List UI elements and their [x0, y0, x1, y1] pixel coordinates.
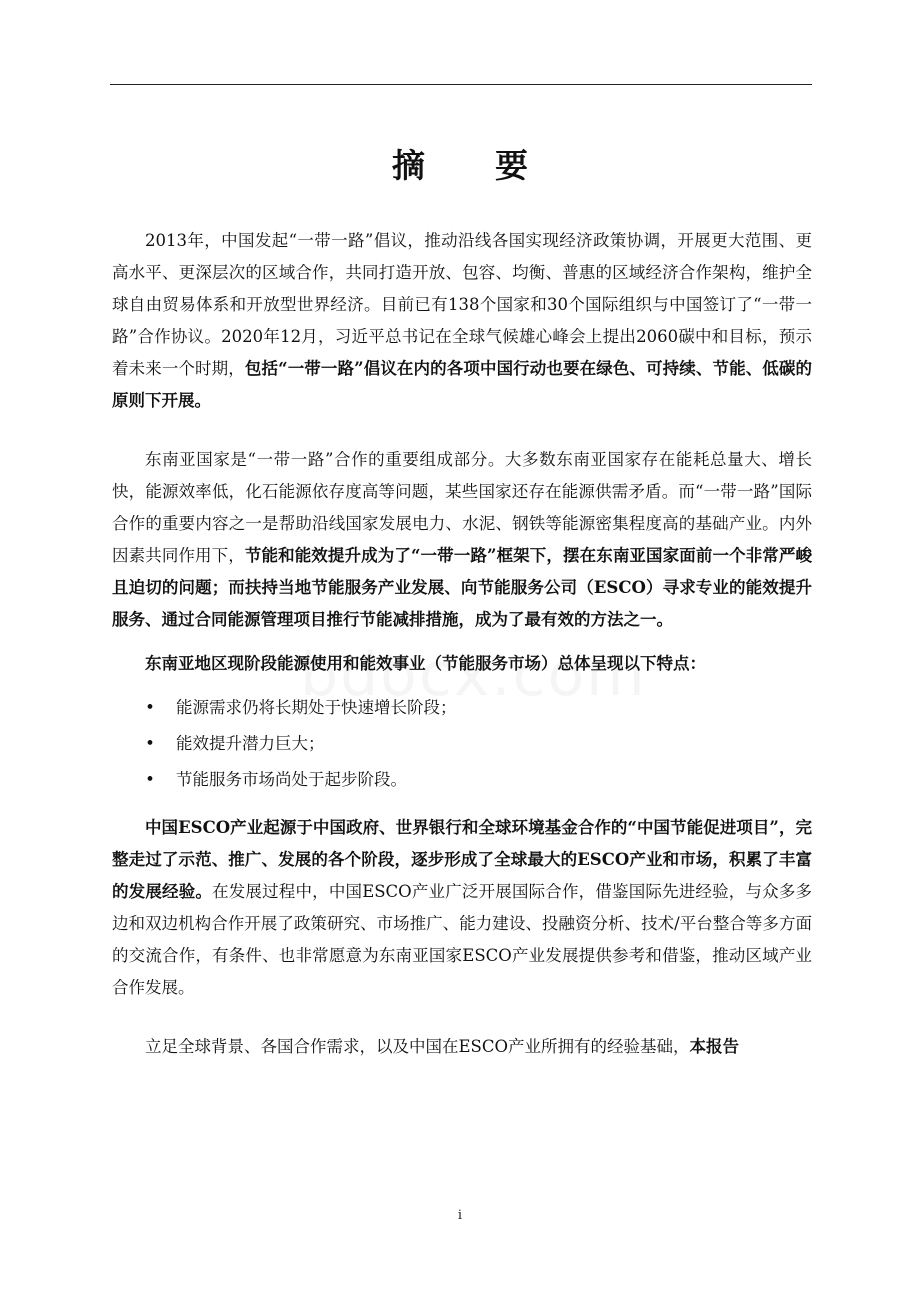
bullet-icon: • — [145, 770, 155, 789]
paragraph-2-text: 东南亚国家是“一带一路”合作的重要组成部分。大多数东南亚国家存在能耗总量大、增长快，能源效率低，化石能源依存度高等问题，某些国家还存在能源供需矛盾。而“一带一路”国际合作的重要内容之一是帮助沿线国家发展电力、水泥、钢铁等能源密集程度高的基础产业。内外因素共同作用下， — [112, 450, 812, 565]
paragraph-1 — [112, 225, 812, 417]
title-char-1: 摘 — [392, 146, 425, 185]
page-title — [0, 142, 920, 190]
paragraph-5-text: 立足全球背景、各国合作需求，以及中国在ESCO产业所拥有的经验基础， — [145, 1037, 690, 1056]
paragraph-4 — [112, 812, 812, 1004]
paragraph-1-text: 2013年，中国发起“一带一路”倡议，推动沿线各国实现经济政策协调，开展更大范围、更高水平、更深层次的区域合作，共同打造开放、包容、均衡、普惠的区域经济合作架构，维护全球自由贸易体系和开放型世界经济。目前已有138个国家和30个国际组织与中国签订了“一带一路”合作协议。2020年12月，习近平总书记在全球气候雄心峰会上提出2060碳中和目标，预示着未来一个时期， — [112, 231, 812, 378]
paragraph-3: 东南亚地区现阶段能源使用和能效事业（节能服务市场）总体呈现以下特点： — [145, 654, 706, 673]
list-item — [112, 728, 812, 760]
bullet-icon: • — [145, 698, 155, 717]
paragraph-1-bold: 包括“一带一路”倡议在内的各项中国行动也要在绿色、可持续、节能、低碳的原则下开展。 — [112, 359, 813, 410]
page-number: i — [457, 1208, 463, 1223]
paragraph-4-text: 在发展过程中，中国ESCO产业广泛开展国际合作，借鉴国际先进经验，与众多多边和双边机构合作开展了政策研究、市场推广、能力建设、投融资分析、技术/平台整合等多方面的交流合作，有条件、也非常愿意为东南亚国家ESCO产业发展提供参考和借鉴，推动区域产业合作发展。 — [112, 882, 813, 997]
paragraph-2 — [112, 444, 812, 636]
header-rule — [110, 84, 812, 85]
list-item-text: 节能服务市场尚处于起步阶段。 — [176, 770, 407, 789]
paragraph-5 — [112, 1031, 812, 1063]
paragraph-4-bold: 中国ESCO产业起源于中国政府、世界银行和全球环境基金合作的“中国节能促进项目”，完整走过了示范、推广、发展的各个阶段，逐步形成了全球最大的ESCO产业和市场，积累了丰富的发展经验。 — [112, 818, 812, 901]
watermark — [300, 640, 647, 710]
title-char-2: 要 — [495, 146, 528, 185]
list-item-text: 能源需求仍将长期处于快速增长阶段； — [176, 698, 457, 717]
paragraph-5-bold: 本报告 — [689, 1037, 739, 1056]
list-item — [112, 764, 812, 796]
paragraph-2-bold: 节能和能效提升成为了“一带一路”框架下，摆在东南亚国家面前一个非常严峻且迫切的问题；而扶持当地节能服务产业发展、向节能服务公司（ESCO）寻求专业的能效提升服务、通过合同能源管理项目推行节能减排措施，成为了最有效的方法之一。 — [112, 546, 813, 629]
list-item-text: 能效提升潜力巨大； — [176, 734, 325, 753]
bullet-icon: • — [145, 734, 155, 753]
